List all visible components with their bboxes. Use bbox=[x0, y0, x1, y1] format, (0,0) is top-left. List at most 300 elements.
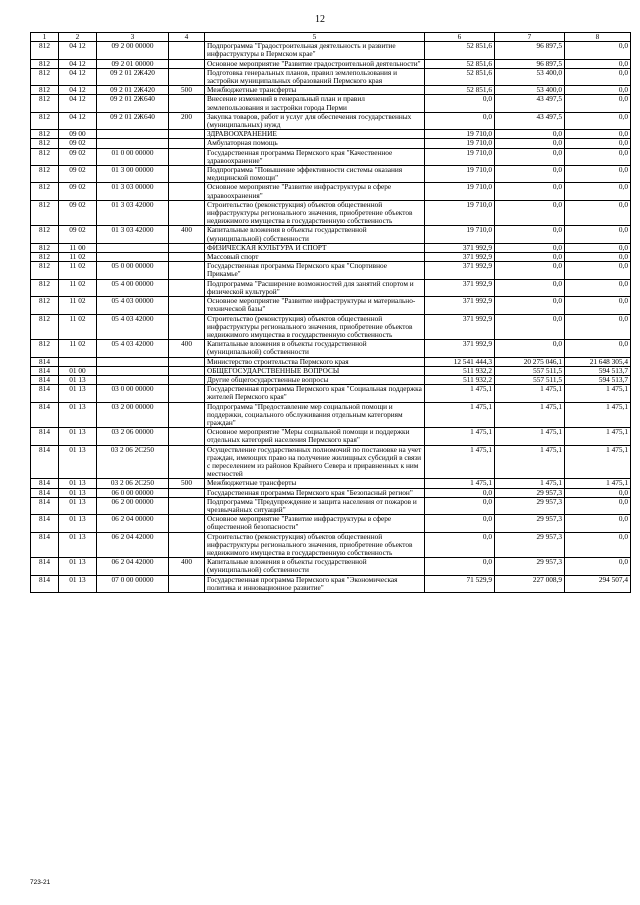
table-row bbox=[31, 357, 631, 366]
expense-type-cell bbox=[169, 515, 205, 532]
description-cell: Государственная программа Пермского края "Социальная поддержка жителей Пермского края" bbox=[205, 385, 425, 402]
table-row bbox=[31, 402, 631, 428]
column-number: 4 bbox=[169, 33, 205, 42]
amount-year3-cell: 0,0 bbox=[565, 95, 631, 112]
amount-year3-cell: 0,0 bbox=[565, 86, 631, 95]
amount-year2-cell: 43 497,5 bbox=[495, 95, 565, 112]
admin-code-cell: 814 bbox=[31, 515, 59, 532]
amount-year2-cell: 0,0 bbox=[495, 243, 565, 252]
target-article-cell: 01 3 03 00000 bbox=[97, 183, 169, 200]
description-cell: Строительство (реконструкция) объектов общественной инфраструктуры регионального значения, приобретение объектов недвижимого имущества в государственную собственность bbox=[205, 314, 425, 340]
description-cell: Другие общегосударственные вопросы bbox=[205, 375, 425, 384]
table-row bbox=[31, 200, 631, 226]
table-row bbox=[31, 340, 631, 357]
target-article-cell: 05 4 03 42000 bbox=[97, 314, 169, 340]
amount-year1-cell: 371 992,9 bbox=[425, 279, 495, 296]
target-article-cell: 09 2 00 00000 bbox=[97, 42, 169, 59]
target-article-cell: 03 0 00 00000 bbox=[97, 385, 169, 402]
target-article-cell: 05 4 03 00000 bbox=[97, 297, 169, 314]
description-cell: Министерство строительства Пермского края bbox=[205, 357, 425, 366]
expense-type-cell: 500 bbox=[169, 86, 205, 95]
description-cell: Межбюджетные трансферты bbox=[205, 86, 425, 95]
target-article-cell: 06 0 00 00000 bbox=[97, 488, 169, 497]
table-row bbox=[31, 515, 631, 532]
description-cell: Основное мероприятие "Развитие инфраструктуры и материально-технической базы" bbox=[205, 297, 425, 314]
amount-year3-cell: 0,0 bbox=[565, 340, 631, 357]
expense-type-cell bbox=[169, 488, 205, 497]
table-row bbox=[31, 253, 631, 262]
table-row bbox=[31, 95, 631, 112]
expense-type-cell bbox=[169, 497, 205, 514]
amount-year3-cell: 0,0 bbox=[565, 314, 631, 340]
amount-year1-cell: 52 851,6 bbox=[425, 59, 495, 68]
table-row bbox=[31, 385, 631, 402]
column-number: 7 bbox=[495, 33, 565, 42]
table-row bbox=[31, 488, 631, 497]
amount-year3-cell: 0,0 bbox=[565, 200, 631, 226]
section-code-cell: 04 12 bbox=[59, 95, 97, 112]
amount-year1-cell: 371 992,9 bbox=[425, 340, 495, 357]
section-code-cell: 01 13 bbox=[59, 488, 97, 497]
column-number: 5 bbox=[205, 33, 425, 42]
table-row bbox=[31, 366, 631, 375]
table-row bbox=[31, 68, 631, 85]
description-cell: Закупка товаров, работ и услуг для обеспечения государственных (муниципальных) нужд bbox=[205, 112, 425, 129]
amount-year1-cell: 371 992,9 bbox=[425, 262, 495, 279]
amount-year1-cell: 19 710,0 bbox=[425, 183, 495, 200]
amount-year3-cell: 0,0 bbox=[565, 42, 631, 59]
admin-code-cell: 814 bbox=[31, 402, 59, 428]
target-article-cell bbox=[97, 357, 169, 366]
table-row bbox=[31, 262, 631, 279]
admin-code-cell: 814 bbox=[31, 357, 59, 366]
description-cell: Основное мероприятие "Развитие инфраструктуры в сфере здравоохранения" bbox=[205, 183, 425, 200]
amount-year1-cell: 71 529,9 bbox=[425, 575, 495, 592]
target-article-cell: 09 2 01 2Ж420 bbox=[97, 86, 169, 95]
amount-year2-cell: 557 511,5 bbox=[495, 375, 565, 384]
admin-code-cell: 812 bbox=[31, 262, 59, 279]
admin-code-cell: 814 bbox=[31, 366, 59, 375]
description-cell: Капитальные вложения в объекты государственной (муниципальной) собственности bbox=[205, 558, 425, 575]
amount-year2-cell: 0,0 bbox=[495, 253, 565, 262]
expense-type-cell: 400 bbox=[169, 340, 205, 357]
amount-year2-cell: 227 008,9 bbox=[495, 575, 565, 592]
description-cell: Основное мероприятие "Меры социальной помощи и поддержки отдельных категорий населения Пермского края" bbox=[205, 428, 425, 445]
admin-code-cell: 812 bbox=[31, 148, 59, 165]
expense-type-cell bbox=[169, 166, 205, 183]
section-code-cell: 01 13 bbox=[59, 479, 97, 488]
expense-type-cell bbox=[169, 200, 205, 226]
target-article-cell: 01 3 03 42000 bbox=[97, 200, 169, 226]
amount-year3-cell: 0,0 bbox=[565, 139, 631, 148]
amount-year2-cell: 0,0 bbox=[495, 297, 565, 314]
section-code-cell: 11 02 bbox=[59, 314, 97, 340]
amount-year2-cell: 0,0 bbox=[495, 139, 565, 148]
amount-year1-cell: 52 851,6 bbox=[425, 68, 495, 85]
target-article-cell: 06 2 04 42000 bbox=[97, 532, 169, 558]
table-row bbox=[31, 297, 631, 314]
target-article-cell bbox=[97, 253, 169, 262]
table-row bbox=[31, 59, 631, 68]
amount-year3-cell: 0,0 bbox=[565, 532, 631, 558]
amount-year3-cell: 1 475,1 bbox=[565, 445, 631, 479]
table-row bbox=[31, 86, 631, 95]
table-row bbox=[31, 575, 631, 592]
target-article-cell: 05 0 00 00000 bbox=[97, 262, 169, 279]
description-cell: Подпрограмма "Повышение эффективности системы оказания медицинской помощи" bbox=[205, 166, 425, 183]
admin-code-cell: 814 bbox=[31, 445, 59, 479]
description-cell: Основное мероприятие "Развитие градостроительной деятельности" bbox=[205, 59, 425, 68]
admin-code-cell: 812 bbox=[31, 279, 59, 296]
amount-year1-cell: 52 851,6 bbox=[425, 42, 495, 59]
table-row bbox=[31, 428, 631, 445]
amount-year2-cell: 1 475,1 bbox=[495, 479, 565, 488]
table-row bbox=[31, 139, 631, 148]
amount-year2-cell: 29 957,3 bbox=[495, 497, 565, 514]
amount-year3-cell: 0,0 bbox=[565, 68, 631, 85]
amount-year3-cell: 21 648 305,4 bbox=[565, 357, 631, 366]
section-code-cell: 01 13 bbox=[59, 575, 97, 592]
amount-year2-cell: 557 511,5 bbox=[495, 366, 565, 375]
amount-year1-cell: 19 710,0 bbox=[425, 226, 495, 243]
target-article-cell: 03 2 00 00000 bbox=[97, 402, 169, 428]
amount-year1-cell: 1 475,1 bbox=[425, 479, 495, 488]
description-cell: ЗДРАВООХРАНЕНИЕ bbox=[205, 130, 425, 139]
table-row bbox=[31, 42, 631, 59]
table-row bbox=[31, 314, 631, 340]
target-article-cell: 06 2 04 00000 bbox=[97, 515, 169, 532]
section-code-cell: 04 12 bbox=[59, 42, 97, 59]
target-article-cell: 09 2 01 2Ж640 bbox=[97, 95, 169, 112]
amount-year1-cell: 0,0 bbox=[425, 488, 495, 497]
amount-year3-cell: 0,0 bbox=[565, 515, 631, 532]
amount-year3-cell: 0,0 bbox=[565, 297, 631, 314]
amount-year1-cell: 19 710,0 bbox=[425, 148, 495, 165]
description-cell: ФИЗИЧЕСКАЯ КУЛЬТУРА И СПОРТ bbox=[205, 243, 425, 252]
description-cell: Государственная программа Пермского края "Безопасный регион" bbox=[205, 488, 425, 497]
expense-type-cell bbox=[169, 297, 205, 314]
expense-type-cell bbox=[169, 385, 205, 402]
amount-year1-cell: 371 992,9 bbox=[425, 314, 495, 340]
expense-type-cell bbox=[169, 183, 205, 200]
admin-code-cell: 812 bbox=[31, 314, 59, 340]
amount-year1-cell: 52 851,6 bbox=[425, 86, 495, 95]
section-code-cell: 01 13 bbox=[59, 445, 97, 479]
target-article-cell bbox=[97, 243, 169, 252]
amount-year2-cell: 20 275 046,1 bbox=[495, 357, 565, 366]
section-code-cell: 11 02 bbox=[59, 262, 97, 279]
target-article-cell: 03 2 06 2С250 bbox=[97, 479, 169, 488]
expense-type-cell bbox=[169, 402, 205, 428]
amount-year1-cell: 19 710,0 bbox=[425, 200, 495, 226]
column-number: 1 bbox=[31, 33, 59, 42]
column-number: 6 bbox=[425, 33, 495, 42]
amount-year3-cell: 0,0 bbox=[565, 243, 631, 252]
section-code-cell: 01 13 bbox=[59, 375, 97, 384]
section-code-cell: 01 00 bbox=[59, 366, 97, 375]
section-code-cell: 11 02 bbox=[59, 340, 97, 357]
section-code-cell: 11 02 bbox=[59, 253, 97, 262]
description-cell: Межбюджетные трансферты bbox=[205, 479, 425, 488]
target-article-cell: 01 3 00 00000 bbox=[97, 166, 169, 183]
amount-year1-cell: 19 710,0 bbox=[425, 130, 495, 139]
description-cell: Подпрограмма "Расширение возможностей для занятий спортом и физической культурой" bbox=[205, 279, 425, 296]
description-cell: Государственная программа Пермского края "Экономическая политика и инновационное развитие" bbox=[205, 575, 425, 592]
amount-year3-cell: 1 475,1 bbox=[565, 402, 631, 428]
admin-code-cell: 814 bbox=[31, 385, 59, 402]
column-number: 8 bbox=[565, 33, 631, 42]
admin-code-cell: 814 bbox=[31, 488, 59, 497]
section-code-cell: 09 02 bbox=[59, 166, 97, 183]
expense-type-cell bbox=[169, 139, 205, 148]
amount-year2-cell: 53 400,0 bbox=[495, 86, 565, 95]
section-code-cell: 01 13 bbox=[59, 558, 97, 575]
amount-year2-cell: 96 897,5 bbox=[495, 42, 565, 59]
admin-code-cell: 812 bbox=[31, 59, 59, 68]
expense-type-cell bbox=[169, 375, 205, 384]
amount-year3-cell: 1 475,1 bbox=[565, 428, 631, 445]
table-row bbox=[31, 375, 631, 384]
target-article-cell: 05 4 03 42000 bbox=[97, 340, 169, 357]
expense-type-cell bbox=[169, 575, 205, 592]
description-cell: Государственная программа Пермского края "Качественное здравоохранение" bbox=[205, 148, 425, 165]
target-article-cell bbox=[97, 139, 169, 148]
amount-year2-cell: 29 957,3 bbox=[495, 488, 565, 497]
target-article-cell bbox=[97, 130, 169, 139]
expense-type-cell: 200 bbox=[169, 112, 205, 129]
amount-year2-cell: 0,0 bbox=[495, 183, 565, 200]
amount-year2-cell: 29 957,3 bbox=[495, 532, 565, 558]
amount-year1-cell: 12 541 444,3 bbox=[425, 357, 495, 366]
amount-year2-cell: 43 497,5 bbox=[495, 112, 565, 129]
target-article-cell: 01 0 00 00000 bbox=[97, 148, 169, 165]
amount-year3-cell: 0,0 bbox=[565, 112, 631, 129]
amount-year1-cell: 0,0 bbox=[425, 532, 495, 558]
amount-year3-cell: 1 475,1 bbox=[565, 385, 631, 402]
expense-type-cell: 400 bbox=[169, 226, 205, 243]
admin-code-cell: 812 bbox=[31, 243, 59, 252]
amount-year3-cell: 0,0 bbox=[565, 183, 631, 200]
admin-code-cell: 812 bbox=[31, 139, 59, 148]
expense-type-cell bbox=[169, 366, 205, 375]
amount-year2-cell: 1 475,1 bbox=[495, 445, 565, 479]
expense-type-cell bbox=[169, 357, 205, 366]
section-code-cell: 09 02 bbox=[59, 183, 97, 200]
table-row bbox=[31, 532, 631, 558]
amount-year3-cell: 0,0 bbox=[565, 558, 631, 575]
target-article-cell: 03 2 06 2С250 bbox=[97, 445, 169, 479]
amount-year2-cell: 0,0 bbox=[495, 314, 565, 340]
section-code-cell: 01 13 bbox=[59, 532, 97, 558]
expense-type-cell bbox=[169, 445, 205, 479]
amount-year3-cell: 0,0 bbox=[565, 262, 631, 279]
description-cell: Амбулаторная помощь bbox=[205, 139, 425, 148]
table-row bbox=[31, 183, 631, 200]
column-number: 3 bbox=[97, 33, 169, 42]
admin-code-cell: 814 bbox=[31, 497, 59, 514]
amount-year2-cell: 0,0 bbox=[495, 200, 565, 226]
admin-code-cell: 812 bbox=[31, 95, 59, 112]
amount-year3-cell: 0,0 bbox=[565, 148, 631, 165]
amount-year3-cell: 0,0 bbox=[565, 59, 631, 68]
description-cell: ОБЩЕГОСУДАРСТВЕННЫЕ ВОПРОСЫ bbox=[205, 366, 425, 375]
amount-year1-cell: 19 710,0 bbox=[425, 139, 495, 148]
section-code-cell: 01 13 bbox=[59, 515, 97, 532]
admin-code-cell: 812 bbox=[31, 68, 59, 85]
admin-code-cell: 814 bbox=[31, 532, 59, 558]
amount-year1-cell: 19 710,0 bbox=[425, 166, 495, 183]
amount-year2-cell: 0,0 bbox=[495, 148, 565, 165]
expense-type-cell bbox=[169, 253, 205, 262]
description-cell: Подпрограмма "Предоставление мер социальной помощи и поддержки, социального обслуживания отдельным категориям граждан" bbox=[205, 402, 425, 428]
expense-type-cell bbox=[169, 243, 205, 252]
page-number: 12 bbox=[315, 14, 325, 25]
description-cell: Основное мероприятие "Развитие инфраструктуры в сфере общественной безопасности" bbox=[205, 515, 425, 532]
amount-year1-cell: 511 932,2 bbox=[425, 366, 495, 375]
admin-code-cell: 812 bbox=[31, 253, 59, 262]
section-code-cell: 11 00 bbox=[59, 243, 97, 252]
amount-year2-cell: 0,0 bbox=[495, 262, 565, 279]
target-article-cell: 03 2 06 00000 bbox=[97, 428, 169, 445]
target-article-cell: 07 0 00 00000 bbox=[97, 575, 169, 592]
amount-year3-cell: 594 513,7 bbox=[565, 366, 631, 375]
table-row bbox=[31, 148, 631, 165]
amount-year2-cell: 0,0 bbox=[495, 166, 565, 183]
amount-year3-cell: 0,0 bbox=[565, 130, 631, 139]
target-article-cell bbox=[97, 375, 169, 384]
footer-code: 723-21 bbox=[30, 879, 51, 886]
section-code-cell: 01 13 bbox=[59, 385, 97, 402]
admin-code-cell: 814 bbox=[31, 428, 59, 445]
expense-type-cell bbox=[169, 59, 205, 68]
amount-year3-cell: 1 475,1 bbox=[565, 479, 631, 488]
section-code-cell: 11 02 bbox=[59, 297, 97, 314]
amount-year3-cell: 294 507,4 bbox=[565, 575, 631, 592]
amount-year2-cell: 53 400,0 bbox=[495, 68, 565, 85]
amount-year2-cell: 29 957,3 bbox=[495, 558, 565, 575]
amount-year2-cell: 1 475,1 bbox=[495, 428, 565, 445]
section-code-cell: 11 02 bbox=[59, 279, 97, 296]
section-code-cell: 09 00 bbox=[59, 130, 97, 139]
expense-type-cell bbox=[169, 428, 205, 445]
expense-type-cell bbox=[169, 314, 205, 340]
table-row bbox=[31, 279, 631, 296]
admin-code-cell: 812 bbox=[31, 130, 59, 139]
target-article-cell: 06 2 04 42000 bbox=[97, 558, 169, 575]
admin-code-cell: 812 bbox=[31, 200, 59, 226]
amount-year3-cell: 0,0 bbox=[565, 497, 631, 514]
admin-code-cell: 812 bbox=[31, 340, 59, 357]
description-cell: Подпрограмма "Градостроительная деятельность и развитие инфраструктуры в Пермском крае" bbox=[205, 42, 425, 59]
amount-year1-cell: 371 992,9 bbox=[425, 243, 495, 252]
expense-type-cell: 500 bbox=[169, 479, 205, 488]
expense-type-cell bbox=[169, 279, 205, 296]
description-cell: Осуществление государственных полномочий по постановке на учет граждан, имеющих право на получение жилищных субсидий в связи с переселением из районов Крайнего Севера и приравненных к ним местностей bbox=[205, 445, 425, 479]
expense-type-cell bbox=[169, 42, 205, 59]
column-number: 2 bbox=[59, 33, 97, 42]
amount-year3-cell: 0,0 bbox=[565, 253, 631, 262]
amount-year1-cell: 1 475,1 bbox=[425, 445, 495, 479]
expense-type-cell bbox=[169, 130, 205, 139]
target-article-cell bbox=[97, 366, 169, 375]
description-cell: Массовый спорт bbox=[205, 253, 425, 262]
expense-type-cell bbox=[169, 95, 205, 112]
section-code-cell: 01 13 bbox=[59, 428, 97, 445]
table-row bbox=[31, 112, 631, 129]
admin-code-cell: 814 bbox=[31, 375, 59, 384]
description-cell: Государственная программа Пермского края "Спортивное Прикамье" bbox=[205, 262, 425, 279]
amount-year3-cell: 0,0 bbox=[565, 226, 631, 243]
section-code-cell: 04 12 bbox=[59, 112, 97, 129]
target-article-cell: 09 2 01 2Ж640 bbox=[97, 112, 169, 129]
section-code-cell: 01 13 bbox=[59, 402, 97, 428]
amount-year1-cell: 0,0 bbox=[425, 497, 495, 514]
admin-code-cell: 814 bbox=[31, 479, 59, 488]
expense-type-cell bbox=[169, 262, 205, 279]
amount-year3-cell: 594 513,7 bbox=[565, 375, 631, 384]
table-row bbox=[31, 558, 631, 575]
admin-code-cell: 814 bbox=[31, 558, 59, 575]
admin-code-cell: 812 bbox=[31, 112, 59, 129]
amount-year2-cell: 0,0 bbox=[495, 340, 565, 357]
target-article-cell: 06 2 00 00000 bbox=[97, 497, 169, 514]
description-cell: Строительство (реконструкция) объектов общественной инфраструктуры регионального значения, приобретение объектов недвижимого имущества в государственную собственность bbox=[205, 200, 425, 226]
section-code-cell: 09 02 bbox=[59, 139, 97, 148]
amount-year2-cell: 1 475,1 bbox=[495, 385, 565, 402]
description-cell: Подпрограмма "Предупреждение и защита населения от пожаров и чрезвычайных ситуаций" bbox=[205, 497, 425, 514]
description-cell: Капитальные вложения в объекты государственной (муниципальной) собственности bbox=[205, 340, 425, 357]
section-code-cell: 04 12 bbox=[59, 86, 97, 95]
section-code-cell: 09 02 bbox=[59, 148, 97, 165]
description-cell: Подготовка генеральных планов, правил землепользования и застройки муниципальных образований Пермского края bbox=[205, 68, 425, 85]
amount-year3-cell: 0,0 bbox=[565, 166, 631, 183]
amount-year2-cell: 29 957,3 bbox=[495, 515, 565, 532]
description-cell: Внесение изменений в генеральный план и правил землепользования и застройки города Перми bbox=[205, 95, 425, 112]
table-row bbox=[31, 497, 631, 514]
amount-year2-cell: 0,0 bbox=[495, 279, 565, 296]
section-code-cell bbox=[59, 357, 97, 366]
admin-code-cell: 814 bbox=[31, 575, 59, 592]
amount-year2-cell: 0,0 bbox=[495, 130, 565, 139]
amount-year2-cell: 96 897,5 bbox=[495, 59, 565, 68]
amount-year1-cell: 0,0 bbox=[425, 515, 495, 532]
target-article-cell: 09 2 01 2Ж420 bbox=[97, 68, 169, 85]
admin-code-cell: 812 bbox=[31, 166, 59, 183]
description-cell: Капитальные вложения в объекты государственной (муниципальной) собственности bbox=[205, 226, 425, 243]
table-row bbox=[31, 226, 631, 243]
budget-table bbox=[30, 32, 631, 593]
amount-year1-cell: 0,0 bbox=[425, 558, 495, 575]
amount-year1-cell: 0,0 bbox=[425, 95, 495, 112]
amount-year2-cell: 0,0 bbox=[495, 226, 565, 243]
description-cell: Строительство (реконструкция) объектов общественной инфраструктуры регионального значения, приобретение объектов недвижимого имущества в государственную собственность bbox=[205, 532, 425, 558]
amount-year3-cell: 0,0 bbox=[565, 488, 631, 497]
table-row bbox=[31, 243, 631, 252]
expense-type-cell bbox=[169, 532, 205, 558]
section-code-cell: 09 02 bbox=[59, 200, 97, 226]
amount-year3-cell: 0,0 bbox=[565, 279, 631, 296]
target-article-cell: 01 3 03 42000 bbox=[97, 226, 169, 243]
section-code-cell: 01 13 bbox=[59, 497, 97, 514]
table-row bbox=[31, 445, 631, 479]
amount-year1-cell: 0,0 bbox=[425, 112, 495, 129]
section-code-cell: 04 12 bbox=[59, 68, 97, 85]
expense-type-cell bbox=[169, 148, 205, 165]
amount-year1-cell: 371 992,9 bbox=[425, 297, 495, 314]
amount-year1-cell: 371 992,9 bbox=[425, 253, 495, 262]
admin-code-cell: 812 bbox=[31, 226, 59, 243]
admin-code-cell: 812 bbox=[31, 297, 59, 314]
